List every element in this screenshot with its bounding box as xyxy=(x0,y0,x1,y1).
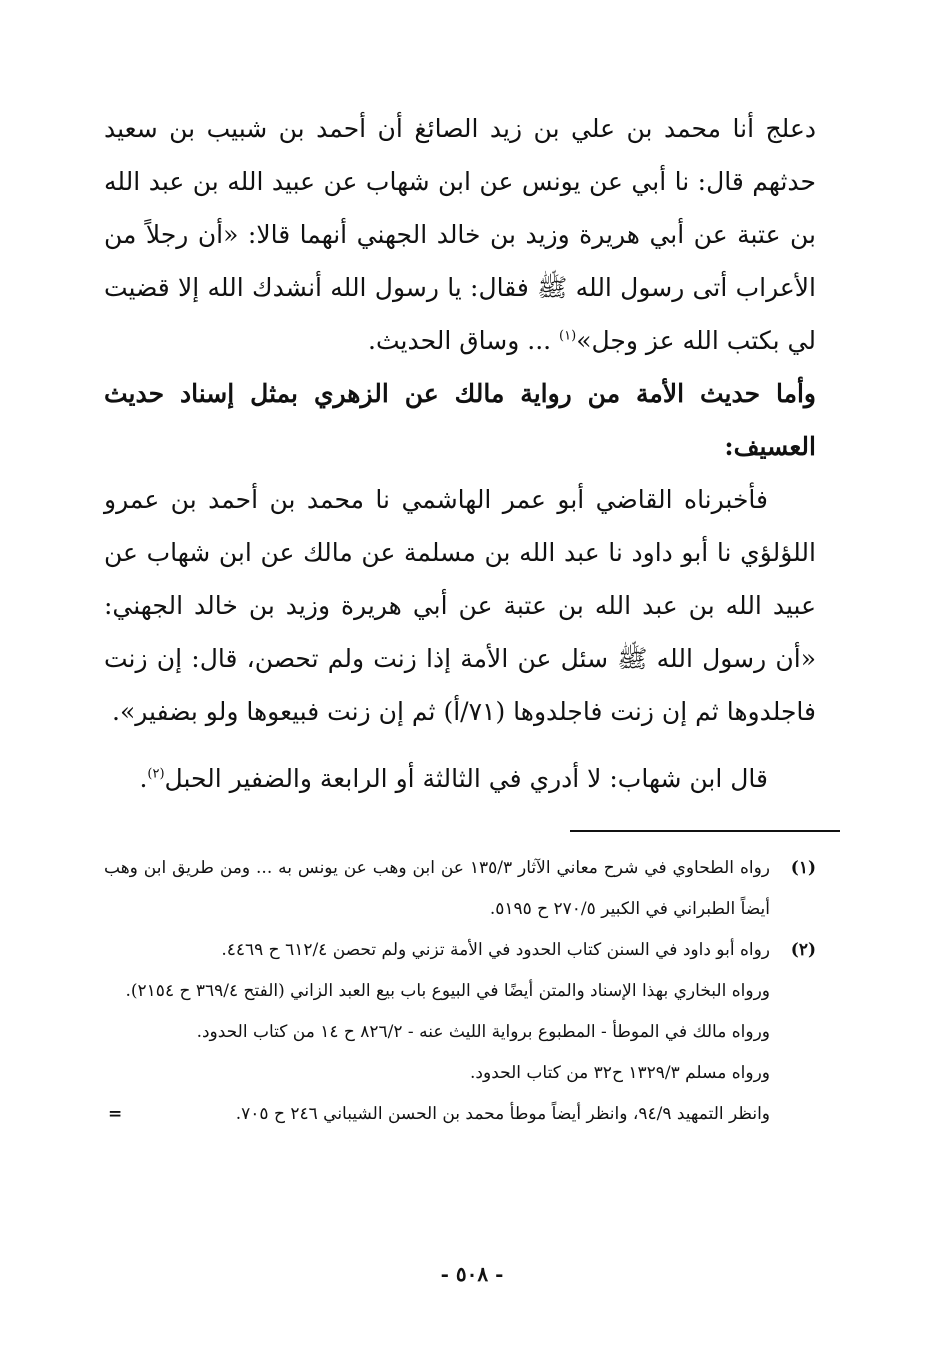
footnote-2-continuation: ورواه مسلم ١٣٢٩/٣ ح٣٢ من كتاب الحدود. xyxy=(470,1063,770,1083)
footnotes xyxy=(104,848,816,1135)
footnote-2-continuation: ورواه البخاري بهذا الإسناد والمتن أيضًا في البيوع باب بيع العبد الزاني (الفتح ٣٦٩/٤ ح ٢١٥٤). xyxy=(125,981,770,1001)
section-heading: وأما حديث الأمة من رواية مالك عن الزهري بمثل إسناد حديث العسيف: xyxy=(104,379,816,461)
footnote-ref-2: (٢) xyxy=(147,766,165,782)
paragraph-3-end: . xyxy=(139,764,148,793)
footnote-2 xyxy=(104,930,816,971)
main-text xyxy=(104,102,816,805)
footnote-2-continuation: ورواه مالك في الموطأ - المطبوع برواية الليث عنه - ٨٢٦/٢ ح ١٤ من كتاب الحدود. xyxy=(196,1022,770,1042)
page-number: - ٥٠٨ - xyxy=(440,1262,504,1286)
paragraph-3 xyxy=(104,752,816,805)
footnote-separator xyxy=(570,830,840,832)
paragraph-1 xyxy=(104,102,816,367)
paragraph-3-text: قال ابن شهاب: لا أدري في الثالثة أو الرابعة والضفير الحبل xyxy=(164,764,768,793)
continuation-mark: = xyxy=(108,1104,123,1124)
footnote-text: رواه الطحاوي في شرح معاني الآثار ١٣٥/٣ عن ابن وهب عن يونس به ... ومن طريق ابن وهب أيضاً الطبراني في الكبير ٢٧٠/٥ ح ٥١٩٥. xyxy=(104,858,771,919)
footnote-number: (١) xyxy=(790,858,816,878)
footnote-2-continuation xyxy=(104,1094,816,1135)
footnote-text: رواه أبو داود في السنن كتاب الحدود في الأمة تزني ولم تحصن ٦١٢/٤ ح ٤٤٦٩. xyxy=(221,940,770,960)
paragraph-1-end: ... وساق الحديث. xyxy=(368,326,560,355)
paragraph-2: فأخبرناه القاضي أبو عمر الهاشمي نا محمد بن أحمد بن عمرو اللؤلؤي نا أبو داود نا عبد الله بن مسلمة عن مالك عن ابن شهاب عن عبيد الله بن عبد الله بن عتبة عن أبي هريرة وزيد بن خالد الجهني: «أن رسول الله ﷺ سئل عن الأمة إذا زنت ولم تحصن، قال: إن زنت فاجلدوها ثم إن زنت فاجلدوها (٧١/أ) ثم إن زنت فبيعوها ولو بضفير». xyxy=(104,485,816,726)
footnote-1 xyxy=(104,848,816,930)
footnote-number: (٢) xyxy=(790,940,816,960)
footnote-2-continuation-text: وانظر التمهيد ٩٤/٩، وانظر أيضاً موطأ محمد بن الحسن الشيباني ٢٤٦ ح ٧٠٥. xyxy=(235,1104,770,1124)
page-content xyxy=(104,102,816,805)
footnote-ref-1: (١) xyxy=(559,328,577,344)
paragraph-1-text: دعلج أنا محمد بن علي بن زيد الصائغ أن أحمد بن شبيب بن سعيد حدثهم قال: نا أبي عن يونس عن ابن شهاب عن عبيد الله بن عبد الله بن عتبة عن أبي هريرة وزيد بن خالد الجهني أنهما قالا: «أن رجلاً من الأعراب أتى رسول الله ﷺ فقال: يا رسول الله أنشدك الله إلا قضيت لي بكتب الله عز وجل» xyxy=(104,114,816,355)
